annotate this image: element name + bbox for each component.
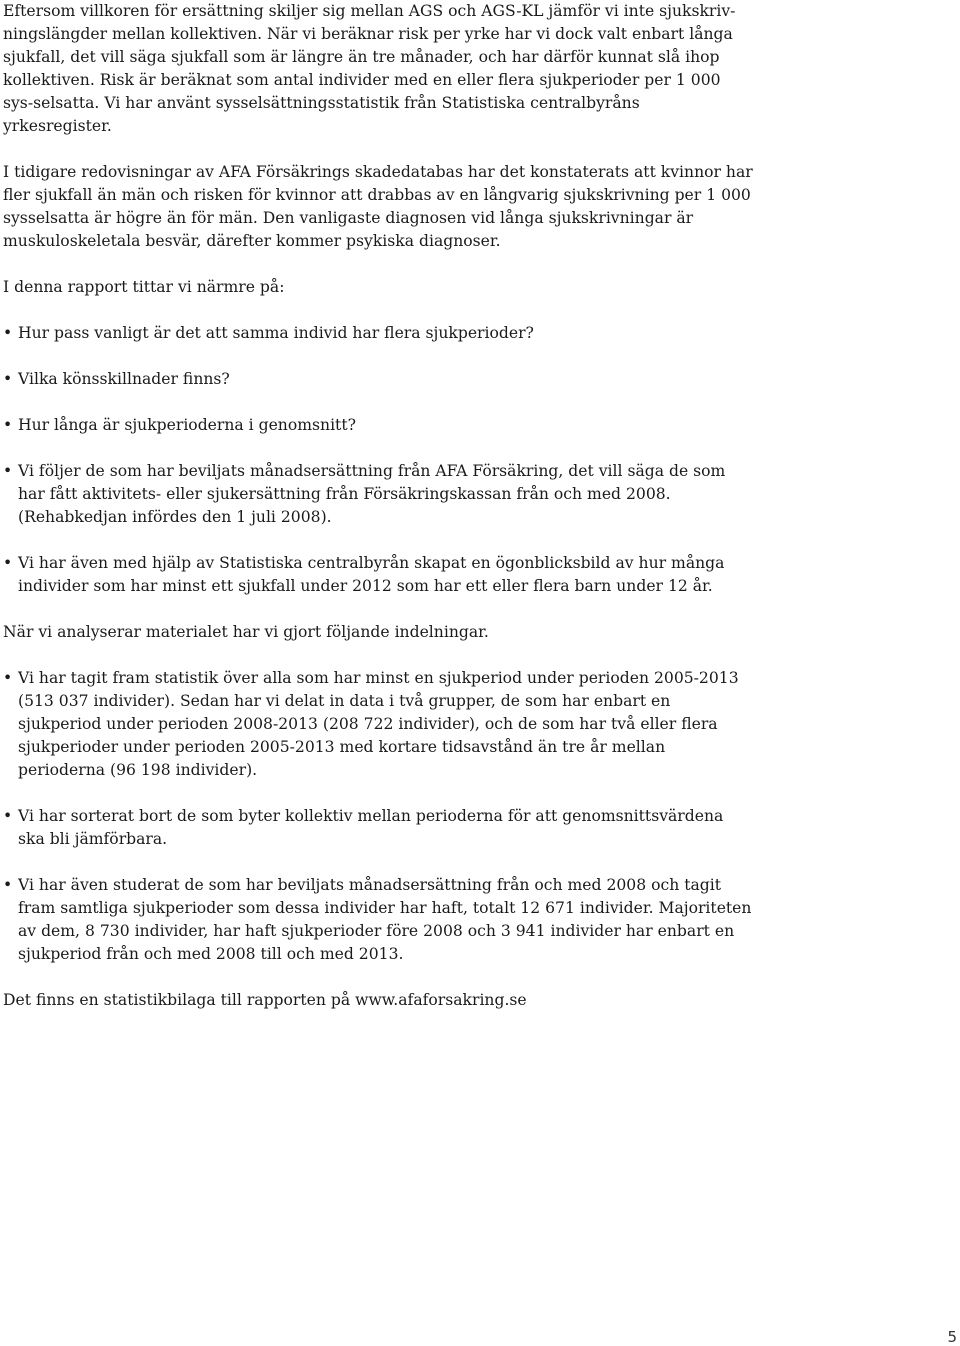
bullet-icon: •: [3, 669, 13, 687]
middle-paragraph: När vi analyserar materialet har vi gjort följande indelningar.: [3, 623, 489, 641]
bullet-icon: •: [3, 807, 13, 825]
list-item-text: Vi har även med hjälp av Statistiska centralbyrån skapat en ögonblicksbild av hur många individer som har minst ett sjukfall under 2012 som har ett eller flera barn under 12 år.: [18, 554, 725, 595]
bullet-icon: •: [3, 324, 13, 342]
list-item-text: Vi följer de som har beviljats månadsersättning från AFA Försäkring, det vill säga de som har fått aktivitets- eller sjukersättning från Försäkringskassan från och med 2008. (Rehabkedjan infördes den 1 juli 2008).: [18, 462, 726, 526]
bullet-icon: •: [3, 370, 13, 388]
bullet-icon: •: [3, 416, 13, 434]
document-body: [3, 0, 753, 1035]
closing-paragraph: Det finns en statistikbilaga till rapporten på www.afaforsakring.se: [3, 991, 527, 1009]
list-item: [3, 805, 753, 851]
list-item: [3, 552, 753, 598]
bullet-icon: •: [3, 554, 13, 572]
list-item: [3, 414, 753, 437]
list-item: [3, 322, 753, 345]
method-list: [3, 667, 753, 966]
list-item-text: Hur långa är sjukperioderna i genomsnitt?: [18, 416, 356, 434]
bullet-icon: •: [3, 876, 13, 894]
list-item: [3, 368, 753, 391]
list-item: [3, 667, 753, 782]
intro-paragraph-1: Eftersom villkoren för ersättning skiljer sig mellan AGS och AGS-KL jämför vi inte sjukskriv-ningslängder mellan kollektiven. När vi beräknar risk per yrke har vi dock valt enbart långa sjukfall, det vill säga sjukfall som är längre än tre månader, och har därför kunnat slå ihop kollektiven. Risk är beräknat som antal individer med en eller flera sjukperioder per 1 000 sys-selsatta. Vi har använt sysselsättningsstatistik från Statistiska centralbyråns yrkesregister.: [3, 2, 736, 135]
list-item: [3, 460, 753, 529]
list-item-text: Vi har tagit fram statistik över alla som har minst en sjukperiod under perioden 2005-2013 (513 037 individer). Sedan har vi delat in data i två grupper, de som har enbart en sjukperiod under perioden 2008-2013 (208 722 individer), och de som har två eller flera sjukperioder under perioden 2005-2013 med kortare tidsavstånd än tre år mellan perioderna (96 198 individer).: [18, 669, 739, 779]
intro-paragraph-2: I tidigare redovisningar av AFA Försäkrings skadedatabas har det konstaterats att kvinnor har fler sjukfall än män och risken för kvinnor att drabbas av en långvarig sjukskrivning per 1 000 sysselsatta är högre än för män. Den vanligaste diagnosen vid långa sjukskrivningar är muskuloskeletala besvär, därefter kommer psykiska diagnoser.: [3, 163, 753, 250]
list-item-text: Vi har sorterat bort de som byter kollektiv mellan perioderna för att genomsnittsvärdena ska bli jämförbara.: [18, 807, 724, 848]
list-item-text: Hur pass vanligt är det att samma individ har flera sjukperioder?: [18, 324, 534, 342]
intro-paragraph-3: I denna rapport tittar vi närmre på:: [3, 278, 285, 296]
bullet-icon: •: [3, 462, 13, 480]
focus-list: [3, 322, 753, 598]
list-item: [3, 874, 753, 966]
list-item-text: Vi har även studerat de som har beviljats månadsersättning från och med 2008 och tagit fram samtliga sjukperioder som dessa individer har haft, totalt 12 671 individer. Majoriteten av dem, 8 730 individer, har haft sjukperioder före 2008 och 3 941 individer har enbart en sjukperiod från och med 2008 till och med 2013.: [18, 876, 752, 963]
list-item-text: Vilka könsskillnader finns?: [18, 370, 230, 388]
page-number: 5: [947, 1328, 957, 1346]
